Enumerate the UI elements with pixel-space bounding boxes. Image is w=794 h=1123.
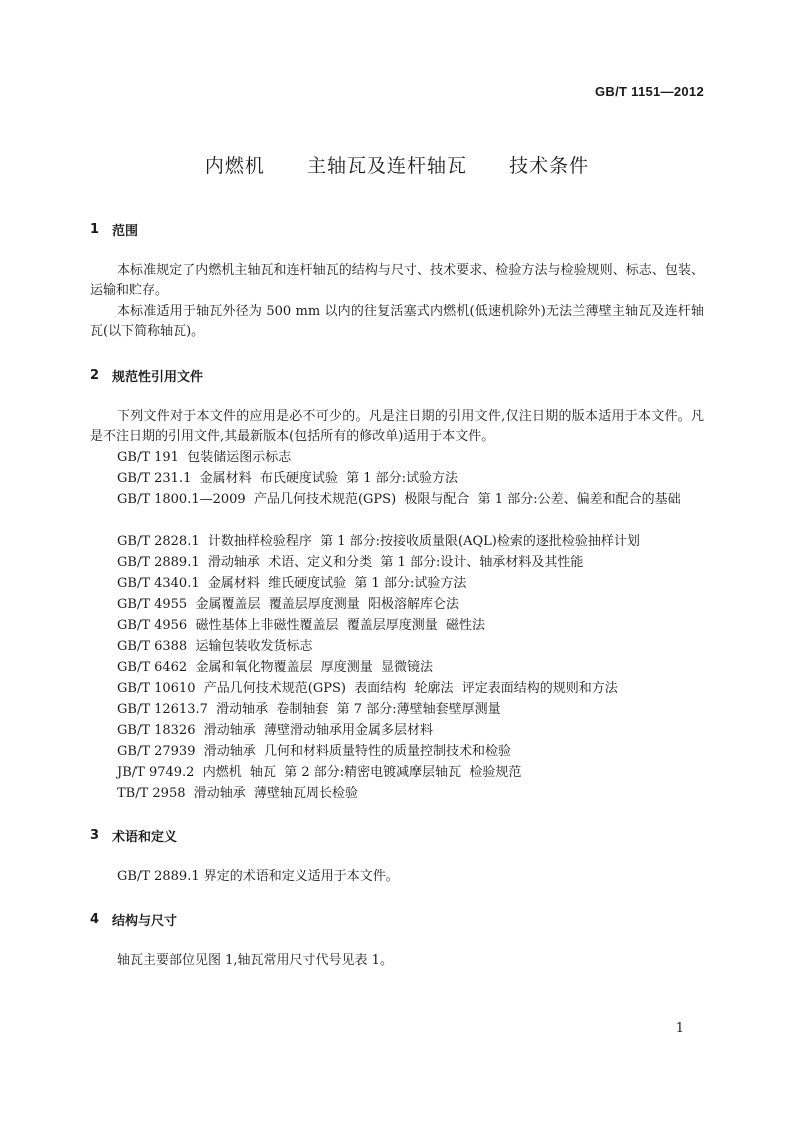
reference-item: GB/T 4340.1 金属材料 维氏硬度试验 第 1 部分:试验方法 xyxy=(117,576,467,591)
reference-item: GB/T 6388 运输包装收发货标志 xyxy=(117,639,313,654)
section-title: 结构与尺寸 xyxy=(112,914,178,929)
section-3-heading xyxy=(90,826,177,845)
reference-item: GB/T 18326 滑动轴承 薄壁滑动轴承用金属多层材料 xyxy=(117,723,434,738)
section-number: 3 xyxy=(90,828,100,843)
section-2-heading xyxy=(90,366,203,385)
standard-code: GB/T 1151—2012 xyxy=(595,84,704,99)
reference-item: GB/T 4955 金属覆盖层 覆盖层厚度测量 阳极溶解库仑法 xyxy=(117,597,459,612)
section-number: 1 xyxy=(90,222,100,237)
terms-paragraph: GB/T 2889.1 界定的术语和定义适用于本文件。 xyxy=(117,869,399,884)
reference-item: GB/T 10610 产品几何技术规范(GPS) 表面结构 轮廓法 评定表面结构的规则和方法 xyxy=(117,681,618,696)
reference-item: TB/T 2958 滑动轴承 薄壁轴瓦周长检验 xyxy=(117,786,359,801)
structure-paragraph: 轴瓦主要部位见图 1,轴瓦常用尺寸代号见表 1。 xyxy=(117,953,393,968)
section-title: 范围 xyxy=(112,224,139,239)
scope-paragraph-2: 本标准适用于轴瓦外径为 500 mm 以内的往复活塞式内燃机(低速机除外)无法兰薄壁主轴瓦及连杆轴瓦(以下简称轴瓦)。 xyxy=(90,304,704,339)
section-title: 术语和定义 xyxy=(112,830,178,845)
section-number: 4 xyxy=(90,912,100,927)
references-intro: 下列文件对于本文件的应用是必不可少的。凡是注日期的引用文件,仅注日期的版本适用于本文件。凡是不注日期的引用文件,其最新版本(包括所有的修改单)适用于本文件。 xyxy=(90,409,704,444)
reference-item: JB/T 9749.2 内燃机 轴瓦 第 2 部分:精密电镀减摩层轴瓦 检验规范 xyxy=(117,765,522,780)
reference-item: GB/T 1800.1—2009 产品几何技术规范(GPS) 极限与配合 第 1 部分:公差、偏差和配合的基础 xyxy=(117,492,681,507)
page-number: 1 xyxy=(675,1021,684,1036)
reference-item: GB/T 27939 滑动轴承 几何和材料质量特性的质量控制技术和检验 xyxy=(117,744,512,759)
section-number: 2 xyxy=(90,368,100,383)
reference-item: GB/T 12613.7 滑动轴承 卷制轴套 第 7 部分:薄壁轴套壁厚测量 xyxy=(117,702,501,717)
reference-item: GB/T 2828.1 计数抽样检验程序 第 1 部分:按接收质量限(AQL)检索的逐批检验抽样计划 xyxy=(117,534,640,549)
reference-item: GB/T 4956 磁性基体上非磁性覆盖层 覆盖层厚度测量 磁性法 xyxy=(117,618,485,633)
reference-item: GB/T 6462 金属和氧化物覆盖层 厚度测量 显微镜法 xyxy=(117,660,433,675)
reference-item: GB/T 231.1 金属材料 布氏硬度试验 第 1 部分:试验方法 xyxy=(117,471,459,486)
reference-item: GB/T 2889.1 滑动轴承 术语、定义和分类 第 1 部分:设计、轴承材料及其性能 xyxy=(117,555,584,570)
section-title: 规范性引用文件 xyxy=(112,370,204,385)
section-4-heading xyxy=(90,910,177,929)
scope-paragraph-1: 本标准规定了内燃机主轴瓦和连杆轴瓦的结构与尺寸、技术要求、检验方法与检验规则、标志、包装、运输和贮存。 xyxy=(90,263,704,298)
section-1-heading xyxy=(90,220,138,239)
document-title: 内燃机 主轴瓦及连杆轴瓦 技术条件 xyxy=(204,155,590,177)
reference-item: GB/T 191 包装储运图示标志 xyxy=(117,450,292,465)
